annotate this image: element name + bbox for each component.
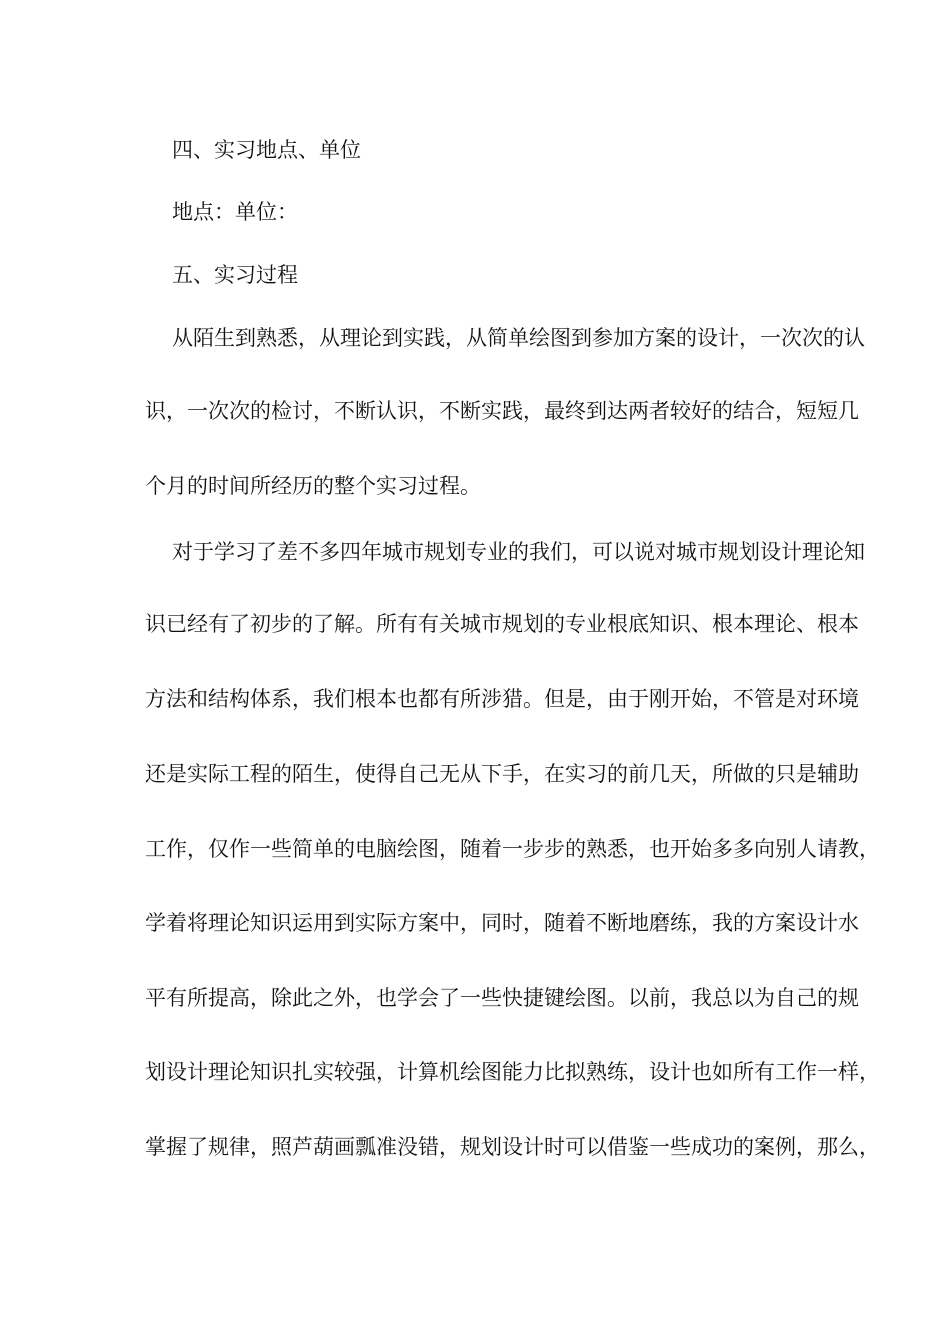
paragraph-line: 掌握了规律，照芦葫画瓢准没错，规划设计时可以借鉴一些成功的案例，那么，: [145, 1135, 880, 1159]
paragraph-line: 划设计理论知识扎实较强，计算机绘图能力比拟熟练，设计也如所有工作一样，: [145, 1060, 880, 1084]
paragraph-line: 平有所提高，除此之外，也学会了一些快捷键绘图。以前，我总以为自己的规: [145, 986, 859, 1010]
paragraph-line: 还是实际工程的陌生，使得自己无从下手，在实习的前几天，所做的只是辅助: [145, 762, 859, 786]
paragraph-line: 识，一次次的检讨，不断认识，不断实践，最终到达两者较好的结合，短短几: [145, 399, 859, 423]
section-heading-location: 四、实习地点、单位: [172, 138, 361, 162]
section-heading-process: 五、实习过程: [172, 263, 298, 287]
paragraph-line: 工作，仅作一些简单的电脑绘图，随着一步步的熟悉，也开始多多向别人请教，: [145, 837, 880, 861]
paragraph-line: 学着将理论知识运用到实际方案中，同时，随着不断地磨练，我的方案设计水: [145, 911, 859, 935]
paragraph-line: 方法和结构体系，我们根本也都有所涉猎。但是，由于刚开始，不管是对环境: [145, 687, 859, 711]
paragraph-line: 个月的时间所经历的整个实习过程。: [145, 474, 481, 498]
paragraph-line: 从陌生到熟悉，从理论到实践，从简单绘图到参加方案的设计，一次次的认: [172, 326, 865, 350]
paragraph-line: 对于学习了差不多四年城市规划专业的我们，可以说对城市规划设计理论知: [172, 540, 865, 564]
location-unit-line: 地点：单位：: [172, 200, 298, 224]
paragraph-line: 识已经有了初步的了解。所有有关城市规划的专业根底知识、根本理论、根本: [145, 612, 859, 636]
